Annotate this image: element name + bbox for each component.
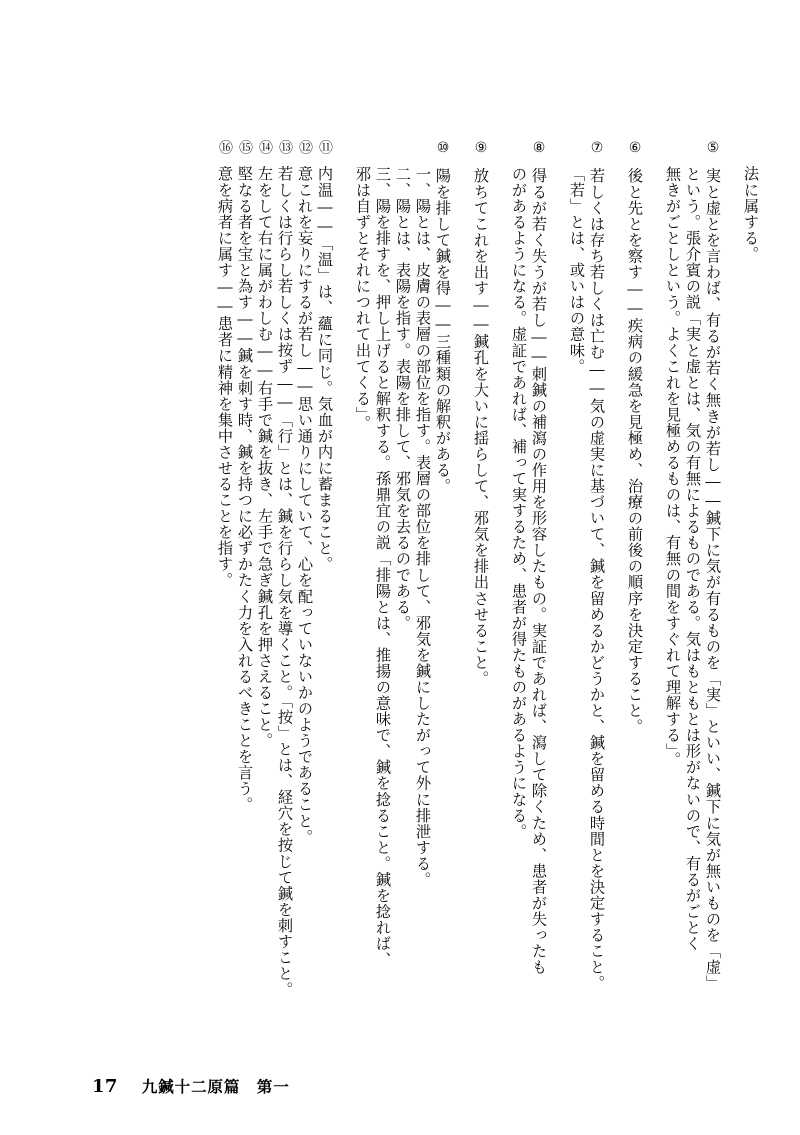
annotation-entry bbox=[292, 140, 312, 1020]
column-gap bbox=[546, 140, 564, 1020]
annotation-marker: ⑦ bbox=[589, 140, 605, 157]
column-gap bbox=[642, 140, 660, 1020]
annotation-entry bbox=[506, 140, 546, 1020]
annotation-entry bbox=[312, 140, 332, 1020]
annotation-text: 陽を排して鍼を得――三種類の解釈がある。 bbox=[434, 167, 452, 495]
column-gap bbox=[488, 140, 506, 1020]
annotation-text: という。張介賓の説「実と虚とは、気の有無によるものである。気はもともとは形がないので、有るがごとく bbox=[684, 166, 702, 952]
annotation-entry bbox=[272, 140, 292, 1020]
annotation-text: 邪は自ずとそれにつれて出てくる」。 bbox=[354, 166, 372, 432]
annotation-text: 意を病者に属す――患者に精神を集中させることを指す。 bbox=[216, 165, 234, 589]
annotation-text: 内温――「温」は、蘊に同じ。気血が内に蓄まること。 bbox=[316, 165, 334, 573]
annotation-line bbox=[370, 140, 390, 1020]
annotation-line bbox=[252, 140, 272, 1020]
column-gap bbox=[720, 140, 738, 1020]
annotation-text: のがあるようになる。虚証であれば、補って実するため、患者が得たものがあるようになる。 bbox=[510, 166, 528, 840]
annotation-entry bbox=[564, 140, 604, 1020]
annotation-columns bbox=[95, 140, 758, 1020]
annotation-marker: ⑫ bbox=[297, 140, 313, 155]
annotation-line bbox=[564, 140, 584, 1020]
annotation-line bbox=[410, 140, 430, 1020]
annotation-line bbox=[680, 140, 700, 1020]
annotation-line bbox=[350, 140, 370, 1020]
annotation-marker: ⑭ bbox=[257, 140, 273, 155]
annotation-marker: ⑨ bbox=[473, 140, 489, 157]
chapter-title: 九鍼十二原篇 第一 bbox=[141, 1077, 290, 1096]
annotation-entry bbox=[252, 140, 272, 1020]
annotation-line bbox=[622, 140, 642, 1020]
annotation-line bbox=[584, 140, 604, 1020]
annotation-marker: ⑩ bbox=[435, 140, 451, 157]
annotation-entry bbox=[738, 140, 758, 1020]
annotation-line bbox=[526, 140, 546, 1020]
annotation-entry bbox=[212, 140, 232, 1020]
annotation-line bbox=[292, 140, 312, 1020]
annotation-marker: ⑧ bbox=[531, 140, 547, 157]
page-number: 17 bbox=[92, 1076, 118, 1097]
annotation-line bbox=[272, 140, 292, 1020]
column-gap bbox=[604, 140, 622, 1020]
annotation-line bbox=[700, 140, 720, 1020]
annotation-text: 無きがごとしという。よくこれを見極めるものは、有無の間をすぐれて理解する」。 bbox=[664, 166, 682, 768]
annotation-text: 若しくは行らし若しくは按ず――「行」とは、鍼を行らし気を導くこと。「按」とは、経穴を按じて鍼を刺すこと。 bbox=[276, 165, 294, 998]
page-footer bbox=[92, 1075, 290, 1097]
annotation-entry bbox=[232, 140, 252, 1020]
annotation-text: 左をして右に属がわしむ――右手で鍼を抜き、左手で急ぎ鍼孔を押さえること。 bbox=[256, 165, 274, 749]
annotation-text: 一、陽とは、皮膚の表層の部位を指す。表層の部位を排して、邪気を鍼にしたがって外に排泄する。 bbox=[414, 166, 432, 888]
annotation-line bbox=[660, 140, 680, 1020]
annotation-text: 放ちてこれを出す――鍼孔を大いに揺らして、邪気を排出させること。 bbox=[472, 167, 490, 687]
annotation-line bbox=[506, 140, 526, 1020]
annotation-text: 得るが若く失うが若し――刺鍼の補瀉の作用を形容したもの。実証であれば、瀉して除くため、患者が失ったも bbox=[530, 167, 548, 976]
annotation-line bbox=[212, 140, 232, 1020]
annotation-text: 意これを妄りにするが若し――思い通りにしていて、心を配っていないかのようであること。 bbox=[296, 165, 314, 845]
annotation-line bbox=[232, 140, 252, 1020]
annotation-marker: ⑬ bbox=[277, 140, 293, 155]
annotation-text: 後と先とを察す――疾病の緩急を見極め、治療の前後の順序を決定すること。 bbox=[626, 167, 644, 735]
column-gap bbox=[332, 140, 350, 1020]
annotation-line bbox=[430, 140, 450, 1020]
annotation-marker: ⑯ bbox=[217, 140, 233, 155]
annotation-entry bbox=[622, 140, 642, 1020]
annotation-text: 法に属する。 bbox=[742, 165, 760, 263]
annotation-text: 堅なる者を宝と為す――鍼を刺す時、鍼を持つに必ずかたく力を入れるべきことを言う。 bbox=[236, 165, 254, 813]
annotation-line bbox=[390, 140, 410, 1020]
annotation-line bbox=[738, 140, 758, 1020]
annotation-marker: ⑪ bbox=[317, 140, 333, 155]
annotation-line bbox=[468, 140, 488, 1020]
annotation-text: 二、陽とは、表陽を指す。表陽を排して、邪気を去るのである。 bbox=[394, 166, 412, 632]
annotation-entry bbox=[350, 140, 450, 1020]
annotation-entry bbox=[660, 140, 720, 1020]
annotation-entry bbox=[468, 140, 488, 1020]
annotation-marker: ⑤ bbox=[705, 140, 721, 157]
annotation-marker: ⑥ bbox=[627, 140, 643, 157]
annotation-marker: ⑮ bbox=[237, 140, 253, 155]
annotation-text: 三、陽を排すを、押し上げると解釈する。孫鼎宜の説「排陽とは、推揚の意味で、鍼を捻ること。鍼を捻れば、 bbox=[374, 166, 392, 968]
annotation-line bbox=[312, 140, 332, 1020]
annotation-text: 実と虚とを言わば、有るが若く無きが若し――鍼下に気が有るものを「実」といい、鍼下に気が無いものを「虚」 bbox=[704, 167, 722, 992]
annotation-text: 「若」とは、或いはの意味。 bbox=[568, 166, 586, 375]
column-gap bbox=[450, 140, 468, 1020]
annotation-text: 若しくは存ち若しくは亡む――気の虚実に基づいて、鍼を留めるかどうかと、鍼を留める時間とを決定すること。 bbox=[588, 167, 606, 992]
